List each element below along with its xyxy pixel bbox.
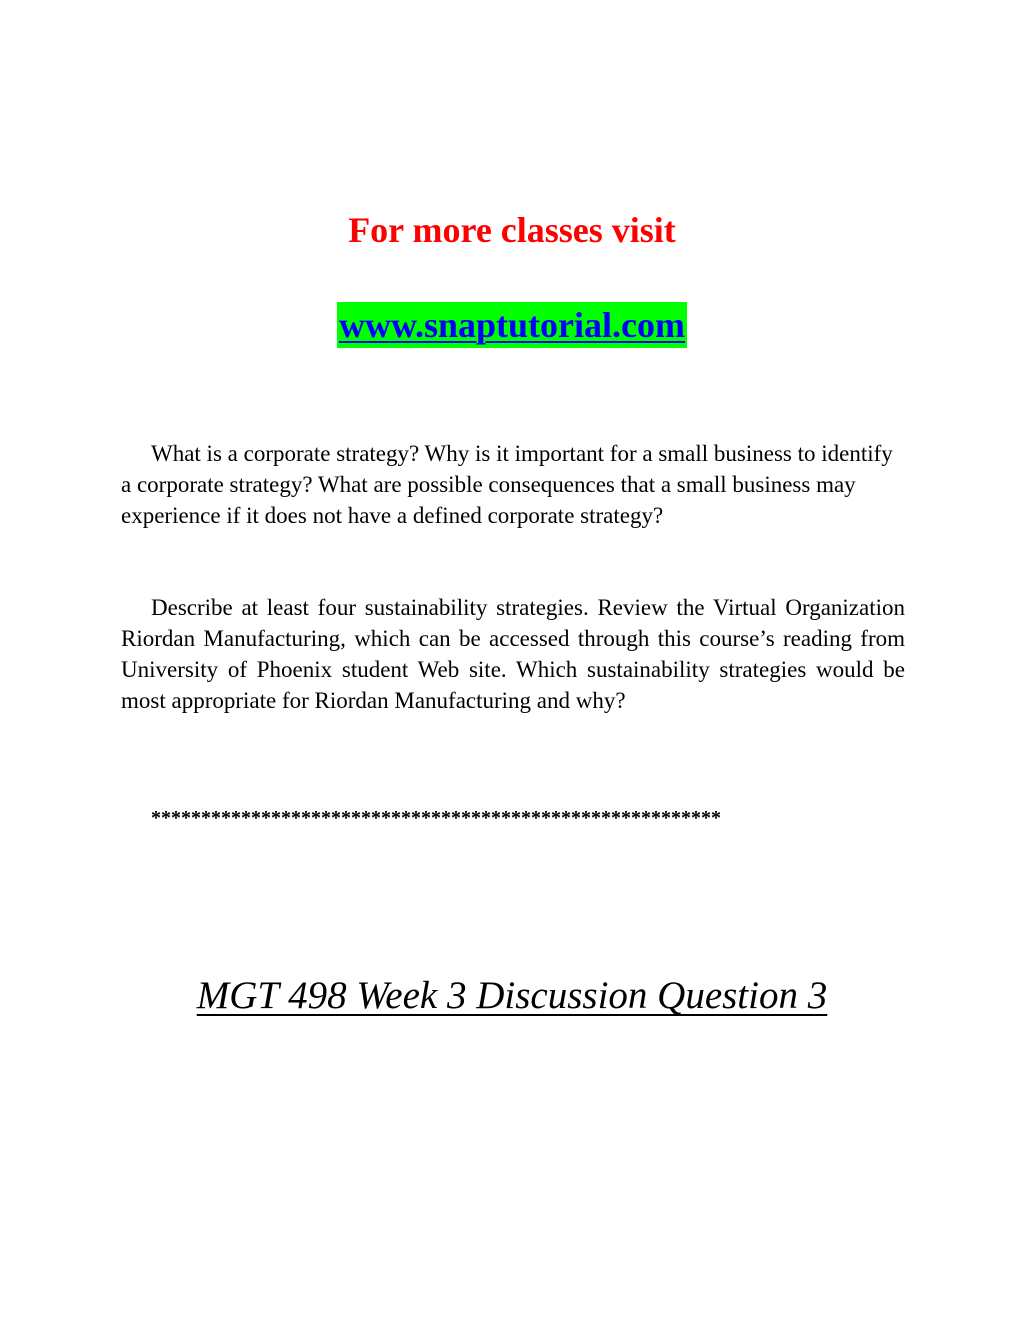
document-title-container [0,970,1024,1022]
question-paragraph-1: What is a corporate strategy? Why is it important for a small business to identify a corporate strategy? What are possible consequences that a small business may experience if it does not have a defined corporate strategy? [121,441,893,528]
promo-link[interactable]: www.snaptutorial.com [337,302,687,348]
promo-link-container [0,302,1024,348]
asterisk-separator: ********************************************************* [151,807,721,829]
question-paragraph-2: Describe at least four sustainability strategies. Review the Virtual Organization Riordan Manufacturing, which can be accessed through this course’s reading from University of Phoenix student Web site. Which sustainability strategies would be most appropriate for Riordan Manufacturing and why? [121,595,905,713]
document-title: MGT 498 Week 3 Discussion Question 3 [196,974,828,1017]
promo-heading: For more classes visit [348,210,676,250]
